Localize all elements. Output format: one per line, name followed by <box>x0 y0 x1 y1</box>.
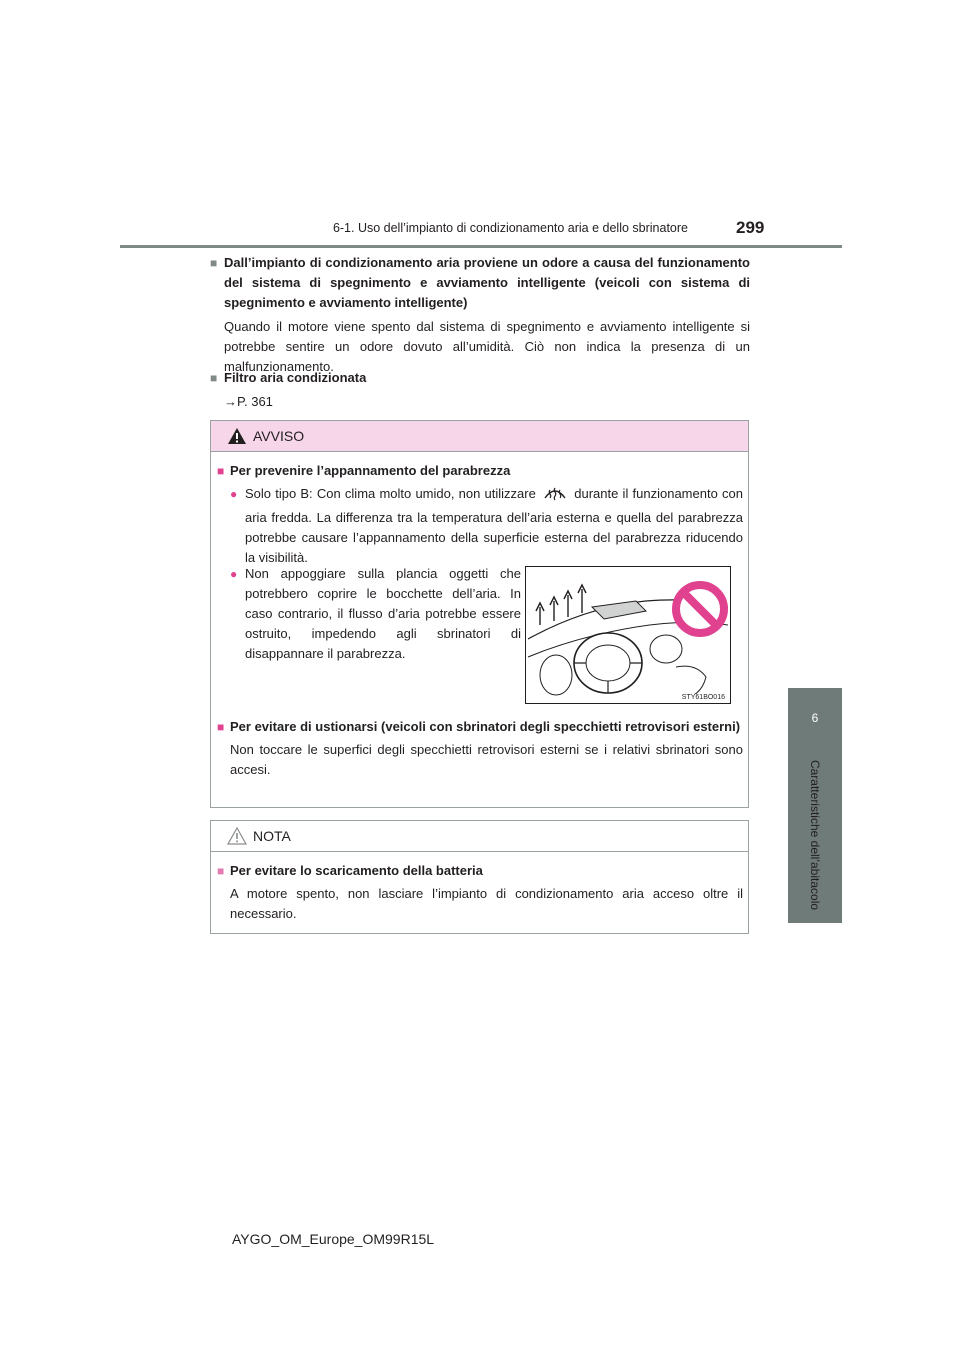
page-number: 299 <box>736 218 765 237</box>
square-bullet-icon: ■ <box>217 720 225 734</box>
document-code: AYGO_OM_Europe_OM99R15L <box>232 1231 435 1247</box>
round-bullet-icon: ● <box>230 567 238 581</box>
warning-item-body: Non toccare le superfici degli specchietti retrovisori esterni se i relativi sbrinatori sono accesi. <box>230 742 743 777</box>
warning-triangle-icon <box>227 427 247 445</box>
dashboard-drawing <box>526 567 730 703</box>
warning-item-heading-text: Per prevenire l’appannamento del parabrezza <box>230 463 511 478</box>
notice-header <box>211 821 748 852</box>
chapter-number: 6 <box>811 710 819 725</box>
page-reference-link[interactable]: →P. 361 <box>224 394 273 409</box>
notice-item-heading <box>217 861 743 881</box>
section-heading <box>210 368 750 388</box>
chapter-tab <box>788 688 842 747</box>
header-rule <box>120 245 842 248</box>
bullet-text <box>245 484 743 568</box>
round-bullet-icon: ● <box>230 487 238 501</box>
warning-item-heading-text: Per evitare di ustionarsi (veicoli con sbrinatori degli specchietti retrovisori esterni) <box>230 719 741 734</box>
section-heading <box>210 253 750 313</box>
notice-panel <box>210 820 749 934</box>
square-bullet-icon: ■ <box>210 371 218 385</box>
notice-item-body: A motore spento, non lasciare l’impianto di condizionamento aria acceso oltre il necessario. <box>230 886 743 921</box>
section-heading-text: Dall’impianto di condizionamento aria proviene un odore a causa del funzionamento del sistema di spegnimento e avviamento intelligente (veicoli con sistema di spegnimento e avviamento intelligente) <box>224 255 750 310</box>
warning-item-mirror <box>217 717 743 780</box>
square-bullet-icon: ■ <box>210 256 218 270</box>
section-heading-text: Filtro aria condizionata <box>224 370 367 385</box>
caution-triangle-icon <box>227 827 247 845</box>
warning-item-heading <box>217 717 743 737</box>
section-odor <box>210 253 750 377</box>
chapter-title: Caratteristiche dell’abitacolo <box>808 759 822 911</box>
notice-label: NOTA <box>253 828 291 844</box>
figure-code: STY61BO016 <box>681 694 725 701</box>
section-filter <box>210 368 750 412</box>
warning-item-vents <box>217 561 521 664</box>
bullet-text: Non appoggiare sulla plancia oggetti che potrebbero coprire le bocchette dell’aria. In caso contrario, il flusso d’aria potrebbe essere ostruito, impedendo agli sbrinatori di disappannare il parabrezza. <box>245 566 521 661</box>
bullet-text-part: Solo tipo B: Con clima molto umido, non utilizzare <box>245 486 536 501</box>
defogger-icon <box>543 484 567 508</box>
bullet-text-part: durante il funzionamento con aria fredda. La differenza tra la temperatura dell’aria esterna e quella del parabrezza potrebbe causare l’appannamento della superficie esterna del parabrezza riducendo la visibilità. <box>245 486 743 565</box>
square-bullet-icon: ■ <box>217 464 225 478</box>
warning-label: AVVISO <box>253 428 305 444</box>
warning-item-heading <box>217 461 743 481</box>
notice-item-battery <box>217 861 743 924</box>
bullet-item <box>230 484 743 568</box>
bullet-item <box>230 564 521 664</box>
dashboard-illustration <box>525 566 731 704</box>
square-bullet-icon: ■ <box>217 864 225 878</box>
warning-item-fog <box>217 461 743 568</box>
warning-header <box>211 421 748 452</box>
header-title: 6-1. Uso dell’impianto di condizionamento aria e dello sbrinatore <box>332 221 688 235</box>
section-body: Quando il motore viene spento dal sistema di spegnimento e avviamento intelligente si potrebbe sentire un odore dovuto all’umidità. Ciò non indica la presenza di un malfunzionamento. <box>224 319 750 374</box>
notice-item-heading-text: Per evitare lo scaricamento della batteria <box>230 863 483 878</box>
